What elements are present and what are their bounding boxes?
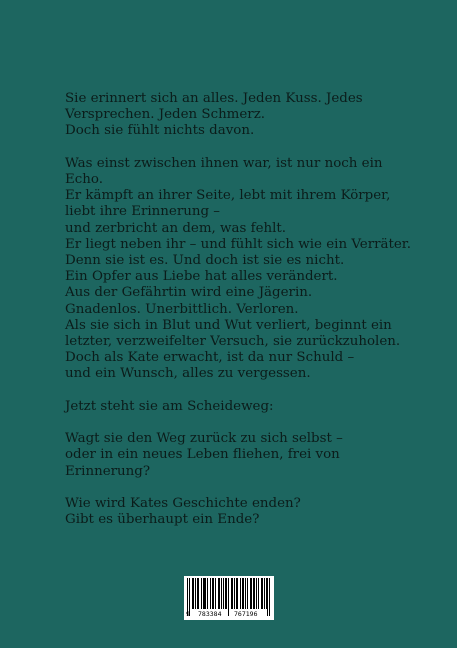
barcode-bar	[251, 578, 252, 609]
blurb-line: Doch als Kate erwacht, ist da nur Schuld –	[65, 350, 355, 366]
barcode-digits-left: 783384	[198, 610, 222, 618]
blurb-line: liebt ihre Erinnerung –	[65, 204, 220, 220]
blurb-line: und ein Wunsch, alles zu vergessen.	[65, 366, 311, 382]
barcode-bar	[256, 578, 257, 609]
barcode-bar	[240, 578, 241, 609]
barcode-bar	[236, 578, 237, 609]
blurb-paragraph-5	[65, 496, 405, 528]
barcode-digits-right: 767196	[234, 610, 258, 618]
barcode-bar	[243, 578, 244, 609]
barcode-bar	[205, 578, 206, 609]
blurb-line: Er kämpft an ihrer Seite, lebt mit ihrem Körper,	[65, 188, 391, 204]
blurb-paragraph-4	[65, 431, 405, 480]
barcode-digits	[184, 609, 274, 619]
barcode-bar	[253, 578, 254, 609]
blurb-line: Gibt es überhaupt ein Ende?	[65, 512, 260, 528]
blurb-line: Erinnerung?	[65, 463, 151, 479]
blurb-line: Wie wird Kates Geschichte enden?	[65, 496, 301, 512]
blurb-line: Was einst zwischen ihnen war, ist nur noch ein	[65, 155, 383, 171]
blurb-paragraph-2	[65, 155, 411, 383]
barcode-bar	[215, 578, 216, 609]
barcode-bar	[223, 578, 224, 609]
isbn-barcode	[184, 576, 274, 620]
barcode-bar	[221, 578, 222, 609]
blurb-line: Echo.	[65, 172, 103, 187]
barcode-bar	[207, 578, 208, 609]
blurb-line: Er liegt neben ihr – und fühlt sich wie ein Verräter.	[65, 236, 411, 252]
blurb-paragraph-3	[65, 399, 405, 415]
barcode-bar	[231, 578, 232, 609]
blurb-line: Wagt sie den Weg zurück zu sich selbst –	[65, 431, 343, 447]
barcode-bar	[254, 578, 255, 609]
barcode-digit-first: 9	[186, 610, 190, 618]
barcode-bar	[258, 578, 259, 609]
barcode-bar	[250, 578, 251, 609]
barcode-bar	[219, 578, 220, 609]
barcode-bar	[261, 578, 262, 609]
blurb-line: Versprechen. Jeden Schmerz.	[65, 107, 266, 123]
blurb-line: Gnadenlos. Unerbittlich. Verloren.	[65, 301, 299, 317]
barcode-bar	[242, 578, 243, 609]
blurb-line: Doch sie fühlt nichts davon.	[65, 123, 255, 139]
barcode-bar	[218, 578, 219, 609]
barcode-bar	[198, 578, 199, 609]
blurb-line: letzter, verzweifelter Versuch, sie zurückzuholen.	[65, 334, 401, 350]
barcode-bar	[234, 578, 235, 609]
barcode-bar	[226, 578, 227, 609]
barcode-bar	[266, 578, 267, 609]
barcode-bar	[193, 578, 194, 609]
barcode-bar	[245, 578, 246, 609]
blurb-text	[65, 91, 411, 545]
barcode-bar	[232, 578, 233, 609]
barcode-bar	[197, 578, 198, 609]
barcode-bar	[192, 578, 193, 609]
blurb-line: Jetzt steht sie am Scheideweg:	[65, 398, 274, 414]
barcode-bar	[195, 578, 196, 609]
barcode-bar	[237, 578, 238, 609]
blurb-paragraph-1	[65, 91, 405, 140]
barcode-bar	[210, 578, 211, 609]
barcode-bar	[262, 578, 263, 609]
blurb-line: Sie erinnert sich an alles. Jeden Kuss. Jedes	[65, 91, 363, 106]
barcode-bar	[201, 578, 202, 609]
barcode-bar	[203, 578, 204, 609]
barcode-bar	[204, 578, 205, 609]
blurb-line: Denn sie ist es. Und doch ist sie es nicht.	[65, 253, 345, 269]
blurb-line: Als sie sich in Blut und Wut verliert, beginnt ein	[65, 317, 392, 333]
blurb-line: oder in ein neues Leben fliehen, frei von	[65, 447, 340, 463]
barcode-bar	[212, 578, 213, 609]
blurb-line: Ein Opfer aus Liebe hat alles verändert.	[65, 269, 338, 285]
barcode-bar	[247, 578, 248, 609]
blurb-line: Aus der Gefährtin wird eine Jägerin.	[65, 285, 313, 301]
blurb-line: und zerbricht an dem, was fehlt.	[65, 220, 287, 236]
barcode-bar	[264, 578, 265, 609]
barcode-bar	[225, 578, 226, 609]
barcode-bar	[213, 578, 214, 609]
